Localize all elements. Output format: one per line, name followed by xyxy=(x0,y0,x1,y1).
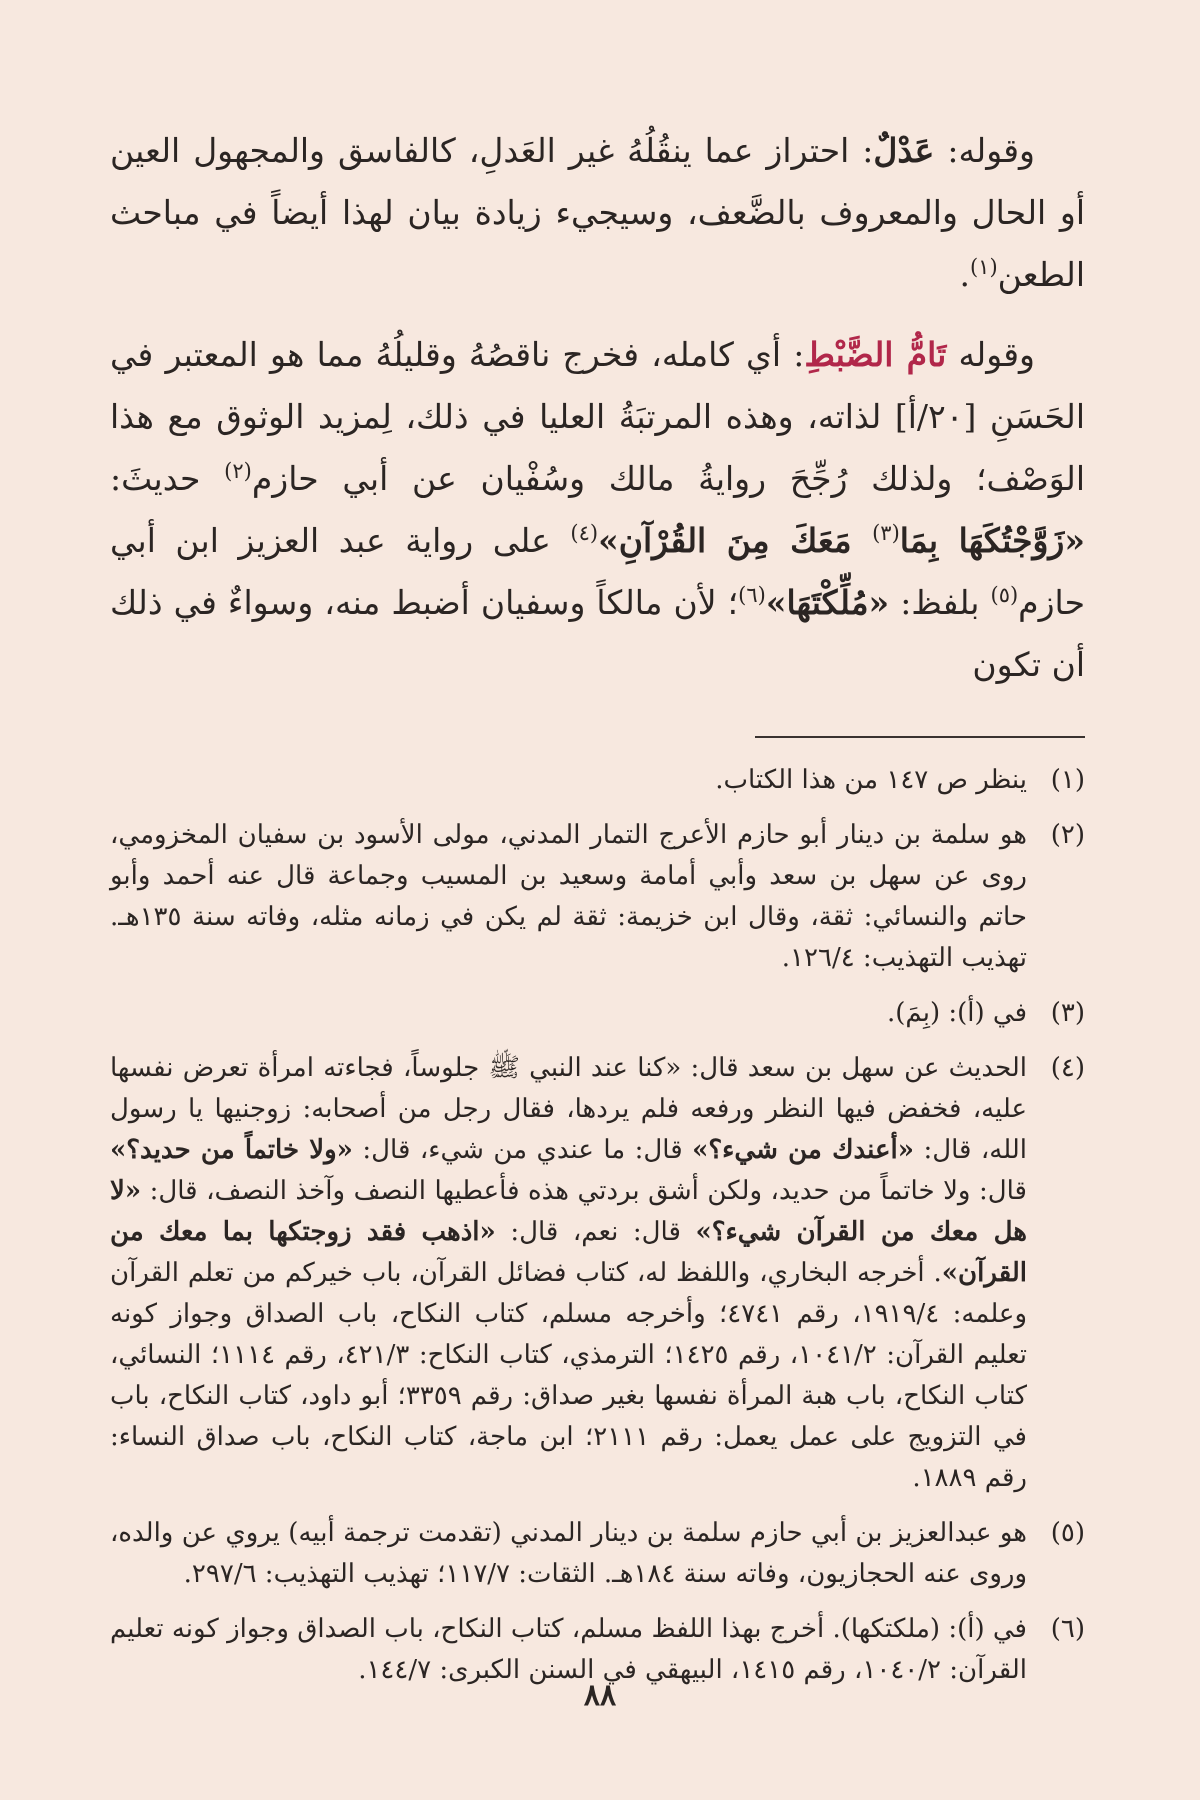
footnote-5 xyxy=(110,1513,1085,1595)
footnote-1 xyxy=(110,760,1085,801)
footnote-ref-6[interactable]: (٦) xyxy=(738,583,766,607)
p1-lead: وقوله: xyxy=(934,131,1035,170)
footnote-ref-3[interactable]: (٣) xyxy=(872,521,900,545)
footnote-ref-4[interactable]: (٤) xyxy=(570,521,599,545)
footnotes xyxy=(110,760,1085,1691)
p2-segment-3: على رواية عبد العزيز ابن أبي حازم xyxy=(110,521,1085,622)
footnote-number: (١) xyxy=(1050,765,1085,795)
footnote-4-quote-2: «ولا خاتماً من حديد؟» xyxy=(110,1135,353,1165)
p1-end: . xyxy=(959,255,970,294)
footnote-number: (٢) xyxy=(1050,820,1085,850)
footnote-text: هو عبدالعزيز بن أبي حازم سلمة بن دينار المدني (تقدمت ترجمة أبيه) يروي عن والده، وروى عنه الحجازيون، وفاته سنة ١٨٤هـ. الثقات: ١١٧/٧؛ تهذيب التهذيب: ٢٩٧/٦. xyxy=(110,1518,1027,1589)
footnote-4-part-3: قال: ولا خاتماً من حديد، ولكن أشق بردتي هذه فأعطيها النصف وآخذ النصف، قال: xyxy=(141,1176,1027,1206)
footnote-4 xyxy=(110,1048,1085,1499)
footnote-text: هو سلمة بن دينار أبو حازم الأعرج التمار المدني، مولى الأسود بن سفيان المخزومي، روى عن سهل بن سعد وأبي أمامة وسعيد بن المسيب وجماعة قال عنه أحمد وأبو حاتم والنسائي: ثقة، وقال ابن خزيمة: ثقة لم يكن في زمانه مثله، وفاته سنة ١٣٥هـ. تهذيب التهذيب: ١٢٦/٤. xyxy=(110,820,1027,973)
footnote-4-part-5: . أخرجه البخاري، واللفظ له، كتاب فضائل القرآن، باب خيركم من تعلم القرآن وعلمه: ١٩١٩/٤، رقم ٤٧٤١؛ وأخرجه مسلم، كتاب النكاح، باب الصداق وجواز كونه تعليم القرآن: ١٠٤١/٢، رقم ١٤٢٥؛ الترمذي، كتاب النكاح: ٤٢١/٣، رقم ١١١٤؛ النسائي، كتاب النكاح، باب هبة المرأة نفسها بغير صداق: رقم ٣٣٥٩؛ أبو داود، كتاب النكاح، باب في التزويج على عمل يعمل: رقم ٢١١١؛ ابن ماجة، كتاب النكاح، باب صداق النساء: رقم ١٨٨٩. xyxy=(110,1258,1028,1493)
footnote-text: في (أ): (ملكتكها). أخرج بهذا اللفظ مسلم، كتاب النكاح، باب الصداق وجواز كونه تعليم القرآن: ١٠٤٠/٢، رقم ١٤١٥، البيهقي في السنن الكبرى: ١٤٤/٧. xyxy=(110,1614,1027,1685)
footnote-4-quote-3: «لا هل معك من القرآن شيء؟» xyxy=(110,1176,1027,1247)
hadith-quote-part-1: «زَوَّجْتُكَهَا بِمَا xyxy=(899,521,1085,560)
footnote-4-part-2: قال: ما عندي من شيء، قال: xyxy=(352,1135,693,1165)
footnote-number: (٥) xyxy=(1050,1518,1085,1548)
p2-segment-5: ؛ لأن مالكاً وسفيان أضبط منه، وسواءٌ في ذلك أن تكون xyxy=(110,583,1085,684)
footnote-text: في (أ): (بِمَ). xyxy=(887,998,1027,1028)
p2-segment-4: بلفظ: xyxy=(889,583,991,622)
footnote-text: ينظر ص ١٤٧ من هذا الكتاب. xyxy=(715,765,1027,795)
term-tam-al-dabt: تَامُّ الضَّبْطِ xyxy=(804,335,947,374)
footnote-ref-2[interactable]: (٢) xyxy=(224,459,252,483)
p2-segment-2: حديثَ: xyxy=(110,459,225,498)
paragraph-adl xyxy=(110,120,1085,306)
footnote-3 xyxy=(110,993,1085,1034)
footnote-4-quote-1: «أعندك من شيء؟» xyxy=(692,1135,914,1165)
term-adl: عَدْلٌ xyxy=(873,131,935,170)
main-text xyxy=(110,120,1085,696)
p1-body: : احتراز عما ينقُلُهُ غير العَدلِ، كالفاسق والمجهول العين أو الحال والمعروف بالضَّعف، وسيجيء زيادة بيان لهذا أيضاً في مباحث الطعن xyxy=(110,131,1085,294)
footnote-ref-1[interactable]: (١) xyxy=(969,255,998,279)
footnote-divider xyxy=(755,736,1085,738)
footnote-4-part-4: قال: نعم، قال: xyxy=(495,1217,696,1247)
footnote-ref-5[interactable]: (٥) xyxy=(990,583,1019,607)
footnote-number: (٣) xyxy=(1050,998,1085,1028)
p2-segment-1: : أي كامله، فخرج ناقصُهُ وقليلُهُ مما هو المعتبر في الحَسَنِ [٢٠/أ] لذاته، وهذه المرتبَةُ العليا في ذلك، لِمزيد الوثوق مع هذا الوَصْف؛ ولذلك رُجِّحَ روايةُ مالك وسُفْيان عن أبي حازم xyxy=(110,335,1085,498)
footnote-number: (٤) xyxy=(1050,1053,1085,1083)
hadith-quote-alt: «مُلِّكْتَهَا» xyxy=(765,583,890,622)
p2-lead: وقوله xyxy=(946,335,1035,374)
footnote-4-quote-4: «اذهب فقد زوجتكها بما معك من القرآن» xyxy=(110,1217,1027,1288)
hadith-quote-part-2: مَعَكَ مِنَ القُرْآنِ» xyxy=(598,521,873,560)
footnote-2 xyxy=(110,815,1085,979)
footnote-text xyxy=(110,1048,1027,1499)
page-number: ٨٨ xyxy=(583,1678,617,1713)
footnote-number: (٦) xyxy=(1050,1614,1085,1644)
paragraph-dabt xyxy=(110,324,1085,696)
footnote-4-part-1: الحديث عن سهل بن سعد قال: «كنا عند النبي ﷺ جلوساً، فجاءته امرأة تعرض نفسها عليه، فخفض فيها النظر ورفعه فلم يردها، فقال رجل من أصحابه: زوجنيها يا رسول الله، قال: xyxy=(110,1053,1027,1165)
